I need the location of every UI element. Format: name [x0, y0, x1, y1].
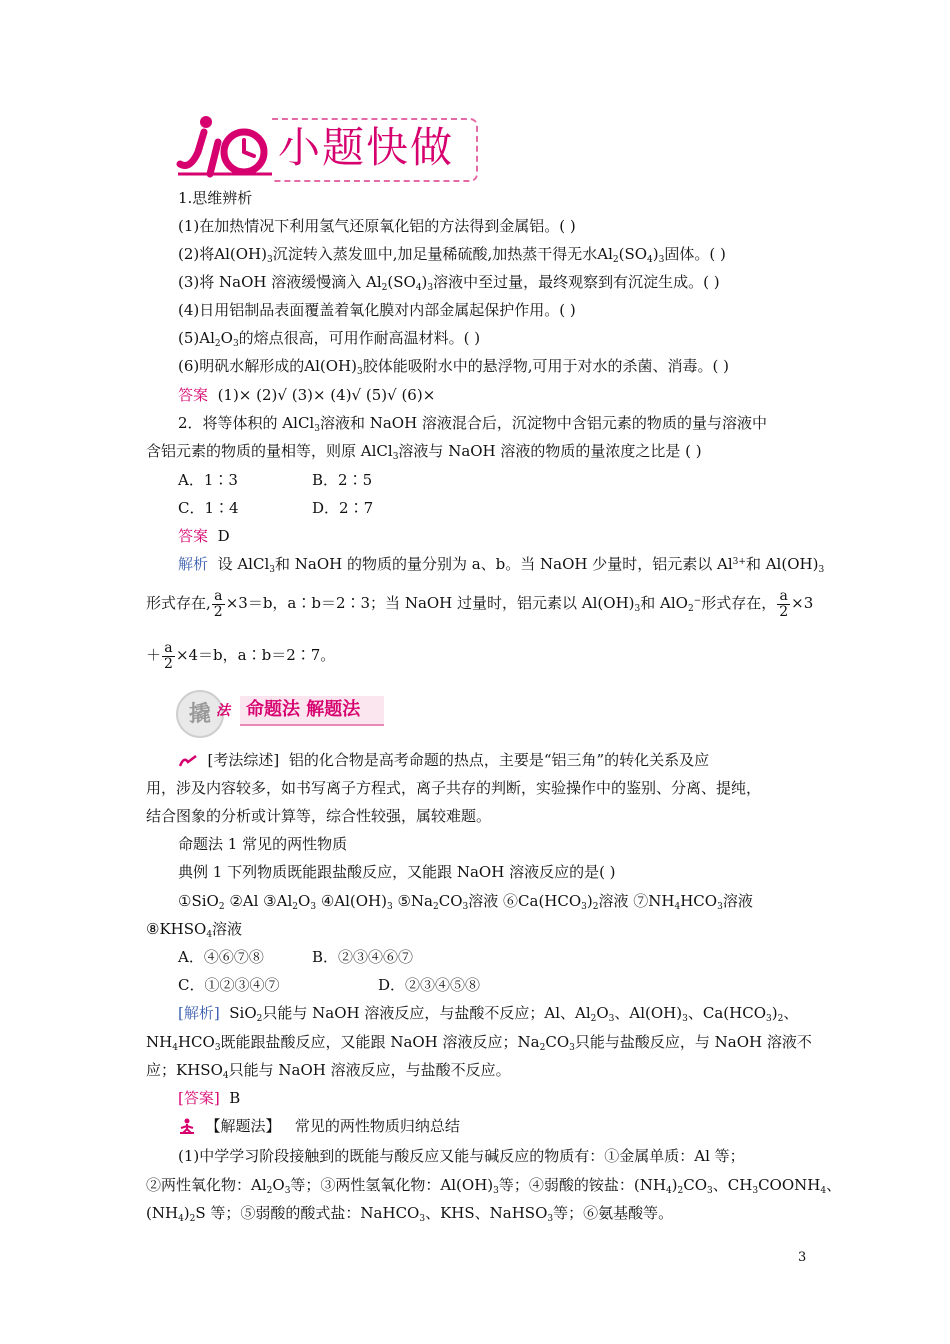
- banner-title: 命题法 解题法: [246, 699, 361, 720]
- q2-options-cd: C．1∶4 D．2∶7: [178, 499, 374, 517]
- analysis-label: 解析: [178, 555, 209, 573]
- example-1-analysis-1: [解析] SiO$_2$只能与 NaOH 溶液反应，与盐酸不反应；Al、$Al_2O_3$、$Al(OH)_3$、$Ca(HCO_3)_2$、: [178, 1004, 799, 1024]
- page-number: 3: [798, 1250, 807, 1265]
- meditating-person-icon: [178, 1118, 196, 1136]
- example-1-list-1: ①SiO$_2$ ②Al $③Al_2O_3$ $④Al(OH)_3$ $⑤Na_2CO_3$溶液 $⑥Ca(HCO_3)_2$溶液 $⑦NH_4HCO_3$溶液: [178, 892, 753, 912]
- answer-label: 答案: [178, 386, 209, 404]
- analysis-label: [解析]: [178, 1004, 220, 1022]
- example-1-options-cd: C．①②③④⑦ D．②③④⑤⑧: [178, 976, 481, 994]
- example-1-stem: 典例 1 下列物质既能跟盐酸反应，又能跟 NaOH 溶液反应的是( ): [178, 863, 616, 881]
- fraction-a-over-2: $\frac{a}{2}$: [779, 587, 789, 620]
- banner-circle-icon: 撬: [176, 690, 224, 738]
- section-banner-methods: [176, 690, 396, 738]
- example-1-analysis-3: 应；$KHSO_4$只能与 NaOH 溶液反应，与盐酸不反应。: [146, 1061, 511, 1081]
- q2-stem-1: 2．将等体积的 AlCl$_3$溶液和 NaOH 溶液混合后，沉淀物中含铝元素的物质的量与溶液中: [178, 414, 767, 434]
- q1-heading: 1.思维辨析: [178, 189, 253, 207]
- fraction-a-over-2: $\frac{a}{2}$: [213, 587, 223, 620]
- review-line-3: 结合图象的分析或计算等，综合性较强，属较难题。: [146, 807, 492, 825]
- example-1-options-ab: A．④⑥⑦⑧ B．②③④⑥⑦: [178, 948, 414, 966]
- q1-item-3: (3)将 NaOH 溶液缓慢滴入 $Al_2(SO_4)_3$溶液中至过量，最终观察到有沉淀生成。( ): [178, 273, 720, 293]
- q1-item-6: (6)明矾水解形成的$Al(OH)_3$胶体能吸附水中的悬浮物,可用于对水的杀菌、消毒。( ): [178, 357, 729, 377]
- solve-line-2: ②两性氧化物：$Al_2O_3$等；③两性氢氧化物：$Al(OH)_3$等；④弱酸的铵盐：$(NH_4)_2CO_3$、$CH_3COONH_4$、: [146, 1176, 842, 1196]
- banner-fa-label: 法: [216, 703, 230, 719]
- fraction-a-over-2: $\frac{a}{2}$: [164, 639, 173, 672]
- q1-item-5: $(5)Al_2O_3$的熔点很高，可用作耐高温材料。( ): [178, 329, 481, 349]
- q2-analysis-2: 形式存在, $\frac{a}{2}$ ×3＝b，a∶b＝2∶3；当 NaOH 过量时，铝元素以 $Al(OH)_3$和 AlO$_2$−形式存在， $\frac{a}{2}$ ×3: [146, 587, 814, 620]
- banner-title: 小题快做: [278, 123, 455, 172]
- review-line-2: 用，涉及内容较多，如书写离子方程式，离子共存的判断，实验操作中的鉴别、分离、提纯，: [146, 779, 762, 797]
- answer-label: 答案: [178, 527, 209, 545]
- answer-label: [答案]: [178, 1089, 220, 1107]
- q2-options-ab: A．1∶3 B．2∶5: [178, 471, 373, 489]
- solve-line-1: (1)中学学习阶段接触到的既能与酸反应又能与碱反应的物质有：①金属单质：Al 等；: [178, 1147, 745, 1165]
- section-banner-quick-practice: [176, 112, 478, 182]
- q1-item-1: (1)在加热情况下利用氢气还原氧化铝的方法得到金属铝。( ): [178, 217, 576, 235]
- q2-analysis-1: 解析 设 AlCl$_3$和 NaOH 的物质的量分别为 a、b。当 NaOH 少量时，铝元素以 $Al^{3+}$和 $Al(OH)_3$: [178, 555, 825, 575]
- example-1-list-2: $⑧KHSO_4$溶液: [146, 920, 243, 940]
- q1-item-4: (4)日用铝制品表面覆盖着氧化膜对内部金属起保护作用。( ): [178, 301, 576, 319]
- review-line-1: [考法综述] 铝的化合物是高考命题的热点，主要是“铝三角”的转化关系及应: [178, 750, 812, 770]
- q2-stem-2: 含铝元素的物质的量相等，则原 AlCl$_3$溶液与 NaOH 溶液的物质的量浓度之比是 ( ): [146, 442, 702, 462]
- solve-method-heading: 【解题法】 常见的两性物质归纳总结: [178, 1116, 812, 1136]
- example-1-answer: [答案] B: [178, 1089, 241, 1107]
- q1-answer: 答案 (1)× (2)√ (3)× (4)√ (5)√ (6)×: [178, 386, 436, 404]
- solve-line-3: $(NH_4)_2S$ 等；⑤弱酸的酸式盐：NaHCO$_3$、KHS、NaHSO$_3$等；⑥氨基酸等。: [146, 1204, 674, 1224]
- review-pen-icon: [178, 754, 198, 768]
- quick-practice-logo-icon: [176, 112, 274, 182]
- q1-item-2: (2)将$Al(OH)_3$沉淀转入蒸发皿中,加足量稀硫酸,加热蒸干得无水$Al_2(SO_4)_3$固体。( ): [178, 245, 726, 265]
- example-1-analysis-2: $NH_4HCO_3$既能跟盐酸反应，又能跟 NaOH 溶液反应；$Na_2CO_3$只能与盐酸反应，与 NaOH 溶液不: [146, 1033, 812, 1053]
- method-1-title: 命题法 1 常见的两性物质: [178, 835, 348, 853]
- q2-answer: 答案 D: [178, 527, 230, 545]
- q2-analysis-3: ＋ $\frac{a}{2}$ ×4＝b，a∶b＝2∶7。: [146, 639, 336, 672]
